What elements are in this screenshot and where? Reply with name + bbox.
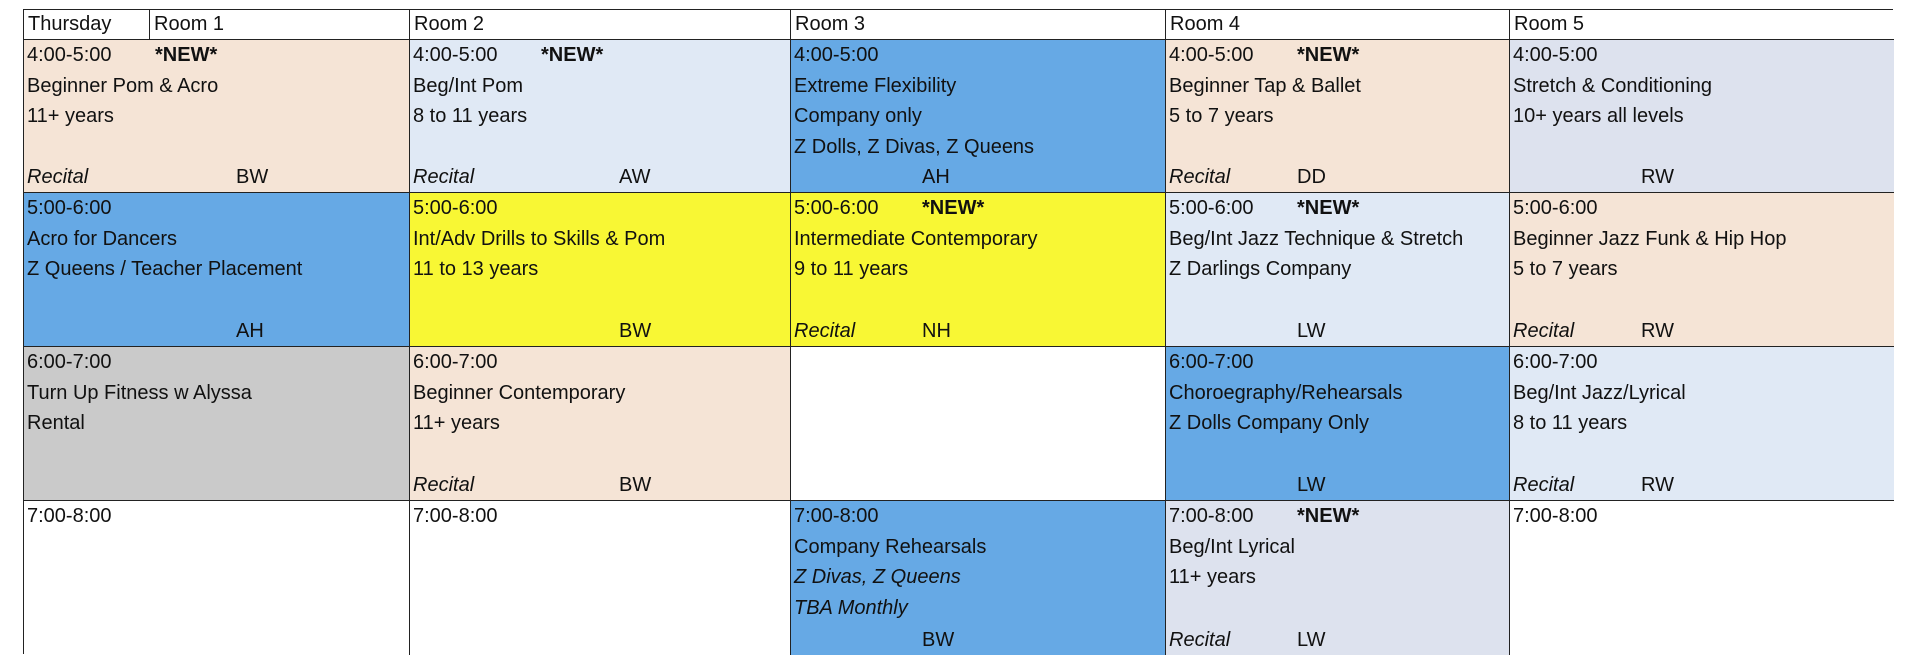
thursday-schedule-table <box>23 9 1893 654</box>
class-title: Beginner Contemporary <box>413 381 626 404</box>
class-cell-6pm-room-4 <box>1166 347 1510 501</box>
class-detail: Rental <box>27 412 85 434</box>
class-detail: 9 to 11 years <box>794 258 909 280</box>
class-cell-5pm-room-1 <box>24 193 410 347</box>
header-cell-room-1 <box>24 10 410 40</box>
class-cell-6pm-room-2 <box>410 347 791 501</box>
class-cell-5pm-room-2 <box>410 193 791 347</box>
class-time: 6:00-7:00 <box>413 351 498 373</box>
class-time: 7:00-8:00 <box>413 505 498 527</box>
class-detail: Z Divas, Z Queens <box>794 566 961 588</box>
recital-label: Recital <box>794 320 856 342</box>
class-time: 7:00-8:00 <box>27 505 112 527</box>
class-cell-4pm-room-5 <box>1510 40 1894 193</box>
teacher-initials: RW <box>1641 320 1674 342</box>
class-title: Beg/Int Jazz Technique & Stretch <box>1169 227 1464 250</box>
class-title: Beg/Int Pom <box>413 74 524 97</box>
room-2-label: Room 2 <box>414 13 485 35</box>
class-detail: 10+ years all levels <box>1513 105 1684 127</box>
class-title: Beginner Jazz Funk & Hip Hop <box>1513 227 1787 250</box>
class-time: 4:00-5:00 <box>1169 44 1254 66</box>
class-cell-7pm-room-2 <box>410 501 791 655</box>
empty-cell-6pm-room-3 <box>791 347 1166 501</box>
class-cell-5pm-room-5 <box>1510 193 1894 347</box>
class-cell-7pm-room-5 <box>1510 501 1894 655</box>
header-cell-room-5 <box>1510 10 1894 40</box>
class-time: 5:00-6:00 <box>1169 197 1254 219</box>
class-cell-5pm-room-4 <box>1166 193 1510 347</box>
teacher-initials: RW <box>1641 474 1674 496</box>
class-time: 6:00-7:00 <box>1169 351 1254 373</box>
room-5-label: Room 5 <box>1514 13 1585 35</box>
class-title: Stretch & Conditioning <box>1513 74 1713 97</box>
teacher-initials: BW <box>922 629 955 651</box>
recital-label: Recital <box>27 166 89 188</box>
class-title: Extreme Flexibility <box>794 74 957 97</box>
class-detail: 11 to 13 years <box>413 258 539 280</box>
class-time: 5:00-6:00 <box>413 197 498 219</box>
class-detail: Z Darlings Company <box>1169 258 1352 280</box>
class-title: Turn Up Fitness w Alyssa <box>27 381 252 404</box>
class-detail: 8 to 11 years <box>1513 412 1628 434</box>
teacher-initials: AH <box>236 320 264 342</box>
header-cell-room-2 <box>410 10 791 40</box>
class-time: 4:00-5:00 <box>794 44 879 66</box>
class-time: 4:00-5:00 <box>413 44 498 66</box>
header-cell-room-4 <box>1166 10 1510 40</box>
class-detail: 11+ years <box>1169 566 1256 588</box>
class-time: 6:00-7:00 <box>1513 351 1598 373</box>
class-time: 7:00-8:00 <box>1169 505 1254 527</box>
new-badge: *NEW* <box>1297 505 1360 527</box>
teacher-initials: LW <box>1297 629 1326 651</box>
teacher-initials: LW <box>1297 320 1326 342</box>
class-title: Intermediate Contemporary <box>794 227 1038 250</box>
new-badge: *NEW* <box>1297 197 1360 219</box>
class-detail: Z Queens / Teacher Placement <box>27 258 303 280</box>
recital-label: Recital <box>1513 320 1575 342</box>
class-time: 4:00-5:00 <box>1513 44 1598 66</box>
teacher-initials: LW <box>1297 474 1326 496</box>
recital-label: Recital <box>1169 629 1231 651</box>
teacher-initials: NH <box>922 320 951 342</box>
header-cell-room-3 <box>791 10 1166 40</box>
teacher-initials: AH <box>922 166 950 188</box>
class-title: Beg/Int Jazz/Lyrical <box>1513 381 1686 404</box>
class-cell-5pm-room-3 <box>791 193 1166 347</box>
class-title: Choroegraphy/Rehearsals <box>1169 381 1403 404</box>
teacher-initials: BW <box>236 166 269 188</box>
class-time: 5:00-6:00 <box>1513 197 1598 219</box>
class-title: Beg/Int Lyrical <box>1169 535 1295 558</box>
class-detail: TBA Monthly <box>794 596 908 619</box>
class-cell-7pm-room-1 <box>24 501 410 655</box>
class-detail: 5 to 7 years <box>1513 258 1618 280</box>
class-time: 4:00-5:00 <box>27 44 112 66</box>
class-detail: 11+ years <box>413 412 500 434</box>
class-title: Beginner Tap & Ballet <box>1169 74 1361 97</box>
teacher-initials: RW <box>1641 166 1674 188</box>
class-detail: Z Dolls, Z Divas, Z Queens <box>794 135 1035 158</box>
class-cell-7pm-room-4 <box>1166 501 1510 655</box>
teacher-initials: BW <box>619 320 652 342</box>
recital-label: Recital <box>413 474 475 496</box>
class-detail: Company only <box>794 105 922 127</box>
class-cell-4pm-room-1 <box>24 40 410 193</box>
teacher-initials: AW <box>619 166 651 188</box>
new-badge: *NEW* <box>155 44 218 66</box>
class-detail: 11+ years <box>27 105 114 127</box>
class-cell-6pm-room-5 <box>1510 347 1894 501</box>
class-time: 7:00-8:00 <box>794 505 879 527</box>
class-title: Acro for Dancers <box>27 227 178 250</box>
class-cell-7pm-room-3 <box>791 501 1166 655</box>
new-badge: *NEW* <box>541 44 604 66</box>
class-cell-4pm-room-3 <box>791 40 1166 193</box>
teacher-initials: DD <box>1297 166 1326 188</box>
teacher-initials: BW <box>619 474 652 496</box>
room-1-label: Room 1 <box>154 13 225 35</box>
recital-label: Recital <box>413 166 475 188</box>
new-badge: *NEW* <box>1297 44 1360 66</box>
class-title: Company Rehearsals <box>794 535 987 558</box>
class-time: 5:00-6:00 <box>27 197 112 219</box>
class-title: Int/Adv Drills to Skills & Pom <box>413 227 666 250</box>
day-label: Thursday <box>24 10 150 39</box>
recital-label: Recital <box>1513 474 1575 496</box>
class-time: 7:00-8:00 <box>1513 505 1598 527</box>
recital-label: Recital <box>1169 166 1231 188</box>
room-3-label: Room 3 <box>795 13 866 35</box>
class-cell-4pm-room-2 <box>410 40 791 193</box>
class-detail: 8 to 11 years <box>413 105 528 127</box>
new-badge: *NEW* <box>922 197 985 219</box>
class-title: Beginner Pom & Acro <box>27 74 219 97</box>
room-4-label: Room 4 <box>1170 13 1241 35</box>
class-cell-4pm-room-4 <box>1166 40 1510 193</box>
class-time: 5:00-6:00 <box>794 197 879 219</box>
class-detail: Z Dolls Company Only <box>1169 412 1370 434</box>
class-cell-6pm-room-1 <box>24 347 410 501</box>
class-time: 6:00-7:00 <box>27 351 112 373</box>
class-detail: 5 to 7 years <box>1169 105 1274 127</box>
